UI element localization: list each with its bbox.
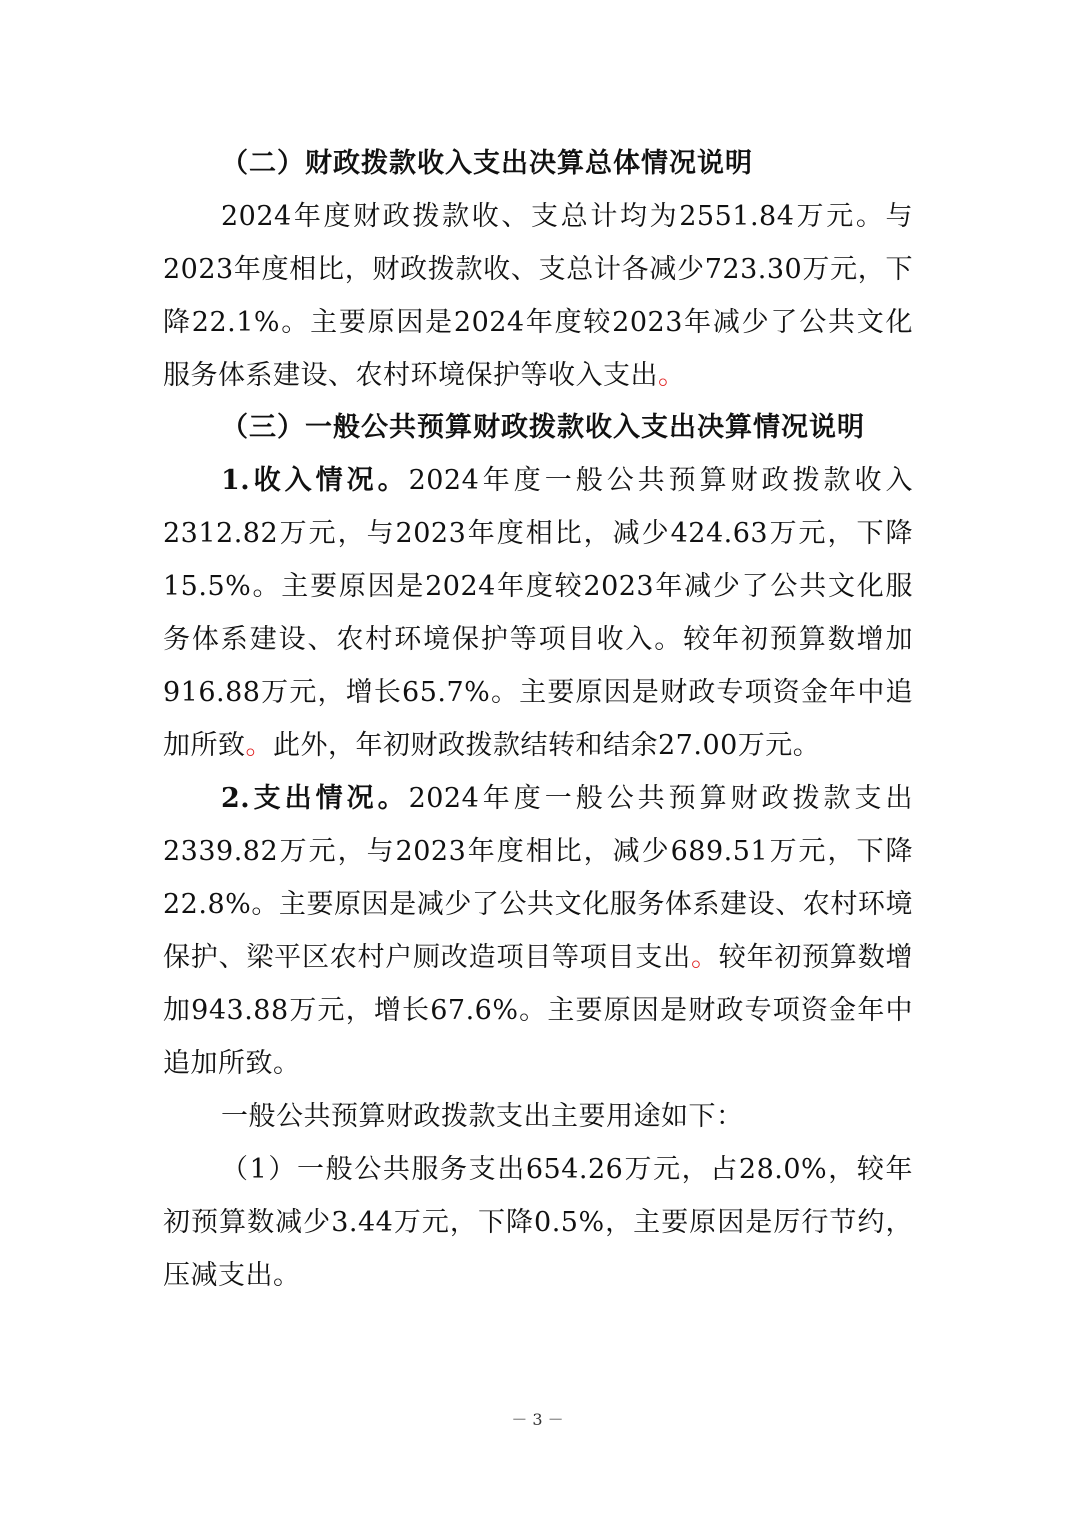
- expense-lead: 2.支出情况。: [221, 783, 409, 814]
- section-3-heading: （三）一般公共预算财政拨款收入支出决算情况说明: [221, 412, 865, 443]
- expense-paragraph: [163, 772, 913, 1090]
- uses-intro-paragraph: 一般公共预算财政拨款支出主要用途如下：: [221, 1101, 744, 1132]
- page-number: － 3 －: [511, 1410, 564, 1429]
- income-mark: 。: [245, 730, 273, 761]
- document-body: [163, 138, 913, 1302]
- section-2-heading: （二）财政拨款收入支出决算总体情况说明: [221, 148, 753, 179]
- section-2-text: 2024年度财政拨款收、支总计均为2551.84万元。与2023年度相比，财政拨款收、支总计各减少723.30万元，下降22.1%。主要原因是2024年度较2023年减少了公共文化服务体系建设、农村环境保护等收入支出: [163, 201, 913, 391]
- income-text-a: 2024年度一般公共预算财政拨款收入2312.82万元，与2023年度相比，减少424.63万元，下降15.5%。主要原因是2024年度较2023年减少了公共文化服务体系建设、农村环境保护等项目收入。较年初预算数增加916.88万元，增长65.7%。主要原因是财政专项资金年中追加所致: [163, 465, 914, 761]
- expense-text-b: 较年初预算数增加943.88万元，增长67.6%。主要原因是财政专项资金年中追加所致。: [163, 942, 914, 1079]
- section-2-end-mark: 。: [658, 360, 686, 391]
- income-lead: 1.收入情况。: [221, 465, 409, 496]
- income-paragraph: [163, 454, 913, 772]
- section-2-paragraph: [163, 190, 913, 402]
- expense-mark: 。: [690, 942, 719, 973]
- expense-text-a: 2024年度一般公共预算财政拨款支出2339.82万元，与2023年度相比，减少689.51万元，下降22.8%。主要原因是减少了公共文化服务体系建设、农村环境保护、梁平区农村户厕改造项目等项目支出: [163, 783, 914, 973]
- income-text-b: 此外，年初财政拨款结转和结余27.00万元。: [273, 730, 821, 761]
- item-1-paragraph: （1）一般公共服务支出654.26万元，占28.0%，较年初预算数减少3.44万元，下降0.5%，主要原因是厉行节约，压减支出。: [163, 1154, 913, 1291]
